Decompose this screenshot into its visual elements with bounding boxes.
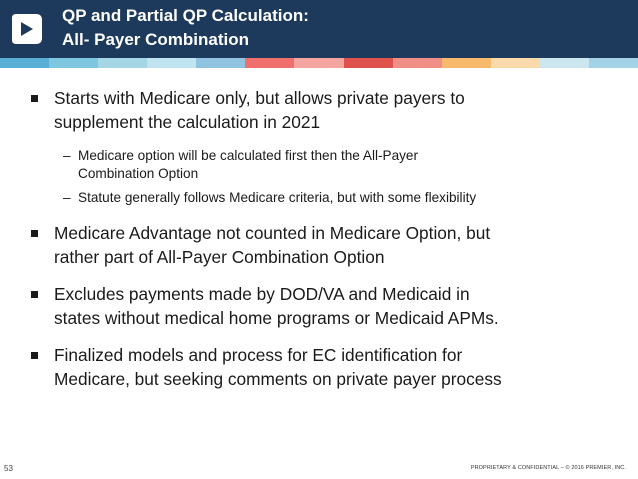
slide-body — [30, 86, 620, 404]
stripe-segment — [294, 58, 343, 68]
sub-bullet-text-line: Statute generally follows Medicare criteria, but with some flexibility — [78, 190, 477, 205]
bullet-text-line: states without medical home programs or Medicaid APMs. — [54, 308, 499, 328]
square-bullet-icon — [31, 95, 38, 102]
bullet-item — [30, 86, 620, 134]
bullet-item — [30, 282, 620, 330]
stripe-segment — [147, 58, 196, 68]
confidential-notice: PROPRIETARY & CONFIDENTIAL – © 2016 PREMIER, INC. — [470, 465, 626, 471]
stripe-segment — [540, 58, 589, 68]
slide-title-line: All- Payer Combination — [62, 30, 250, 49]
bullet-text-line: rather part of All-Payer Combination Option — [54, 247, 385, 267]
stripe-segment — [49, 58, 98, 68]
square-bullet-icon — [31, 352, 38, 359]
bullet-text-line: Starts with Medicare only, but allows private payers to — [54, 88, 465, 108]
page-number: 53 — [4, 464, 13, 473]
bullet-text-line: Medicare, but seeking comments on private payer process — [54, 369, 502, 389]
bullet-text-line: Finalized models and process for EC identification for — [54, 345, 463, 365]
square-bullet-icon — [31, 291, 38, 298]
stripe-segment — [0, 58, 49, 68]
stripe-segment — [442, 58, 491, 68]
bullet-text-line: Excludes payments made by DOD/VA and Medicaid in — [54, 284, 470, 304]
slide-title — [62, 4, 622, 52]
stripe-segment — [98, 58, 147, 68]
stripe-segment — [344, 58, 393, 68]
slide-title-line: QP and Partial QP Calculation: — [62, 6, 309, 25]
dash-bullet-icon: – — [63, 148, 71, 163]
slide-header — [0, 0, 638, 58]
bullet-text-line: supplement the calculation in 2021 — [54, 112, 321, 132]
bullet-item — [30, 343, 620, 391]
bullet-item — [30, 221, 620, 269]
sub-bullet-item — [30, 189, 620, 207]
stripe-segment — [196, 58, 245, 68]
bullet-text-line: Medicare Advantage not counted in Medicare Option, but — [54, 223, 491, 243]
dash-bullet-icon: – — [63, 190, 71, 205]
stripe-segment — [491, 58, 540, 68]
stripe-segment — [245, 58, 294, 68]
sub-bullet-text-line: Combination Option — [78, 166, 199, 181]
color-stripe — [0, 58, 638, 68]
square-bullet-icon — [31, 230, 38, 237]
stripe-segment — [589, 58, 638, 68]
sub-bullet-list — [30, 147, 620, 207]
premier-logo-icon — [10, 12, 44, 46]
stripe-segment — [393, 58, 442, 68]
sub-bullet-item — [30, 147, 620, 183]
sub-bullet-text-line: Medicare option will be calculated first then the All-Payer — [78, 148, 419, 163]
